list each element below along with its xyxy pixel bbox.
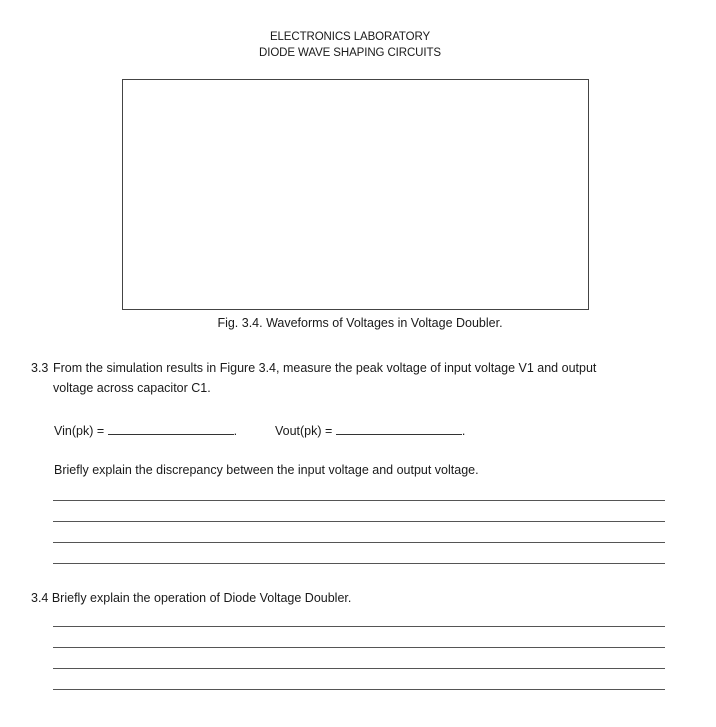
discrepancy-prompt: Briefly explain the discrepancy between the input voltage and output voltage.: [54, 463, 479, 477]
discrepancy-answer-line-2[interactable]: [53, 521, 665, 522]
vin-label: Vin(pk) =: [54, 424, 108, 438]
question-3-3-text: From the simulation results in Figure 3.4, measure the peak voltage of input voltage V1 and output: [53, 361, 597, 375]
waveform-figure-placeholder: [122, 79, 589, 310]
discrepancy-answer-line-4[interactable]: [53, 563, 665, 564]
question-3-4: 3.4 Briefly explain the operation of Diode Voltage Doubler.: [31, 591, 352, 605]
discrepancy-answer-line-3[interactable]: [53, 542, 665, 543]
vout-label: Vout(pk) =: [275, 424, 336, 438]
document-header: [0, 29, 700, 61]
vout-answer-blank[interactable]: [336, 422, 462, 435]
operation-answer-line-2[interactable]: [53, 647, 665, 648]
vin-answer-blank[interactable]: [108, 422, 234, 435]
vin-measurement: [54, 422, 237, 438]
figure-caption: Fig. 3.4. Waveforms of Voltages in Voltage Doubler.: [217, 316, 503, 330]
question-3-3-line2: voltage across capacitor C1.: [53, 381, 211, 395]
vin-terminator: .: [233, 424, 238, 438]
lab-subtitle: DIODE WAVE SHAPING CIRCUITS: [259, 47, 441, 59]
operation-answer-line-3[interactable]: [53, 668, 665, 669]
question-number: 3.3: [31, 361, 49, 375]
question-3-3: [31, 358, 681, 398]
operation-answer-line-4[interactable]: [53, 689, 665, 690]
discrepancy-answer-line-1[interactable]: [53, 500, 665, 501]
vout-terminator: .: [461, 424, 466, 438]
vout-measurement: [275, 422, 465, 438]
operation-answer-line-1[interactable]: [53, 626, 665, 627]
question-3-3-line1: [31, 358, 681, 378]
lab-title: ELECTRONICS LABORATORY: [269, 31, 431, 43]
